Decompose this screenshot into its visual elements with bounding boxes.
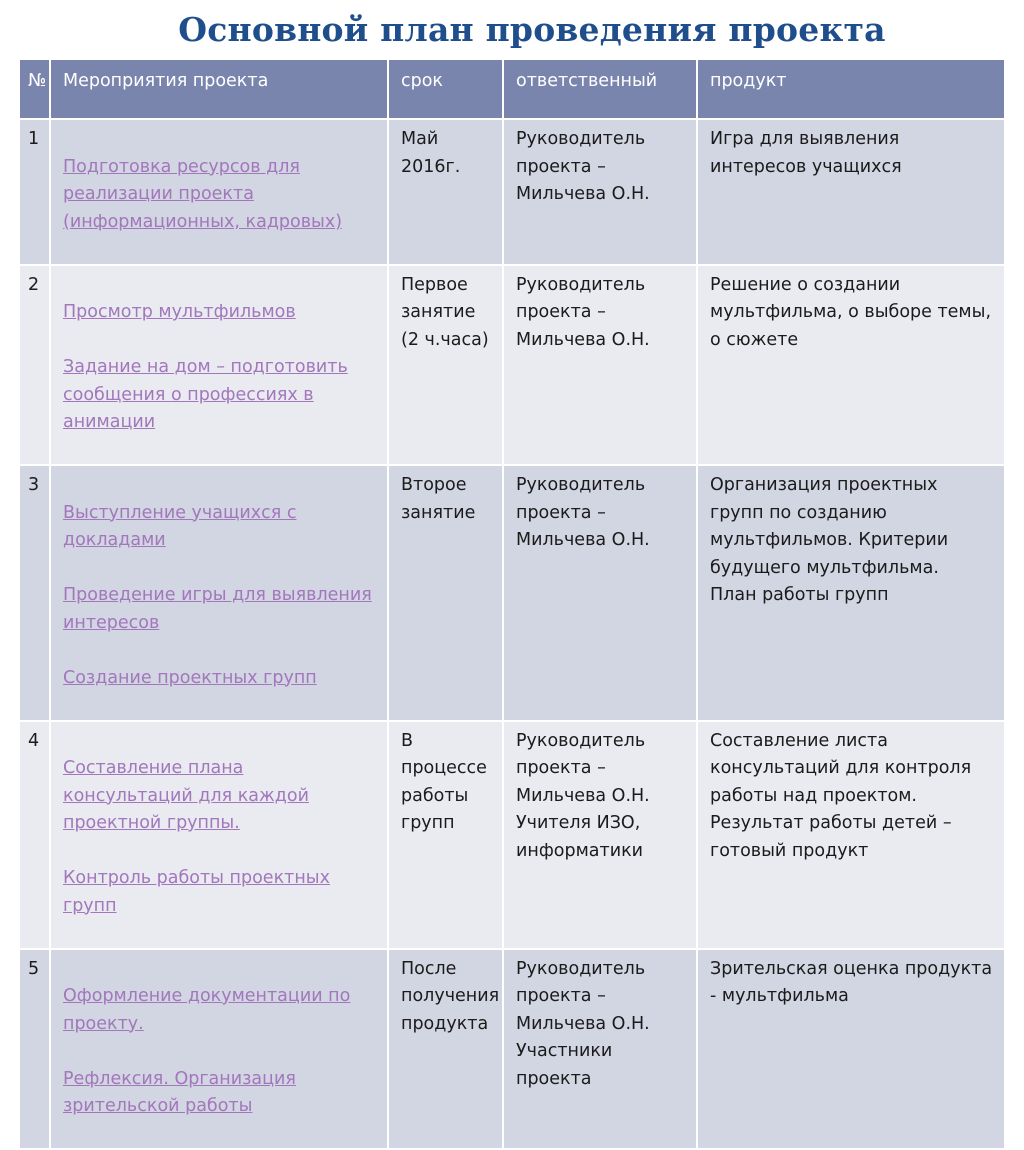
row-responsible: Руководитель проекта – Мильчева О.Н. <box>503 465 697 721</box>
row-product: Составление листа консультаций для контроля работы над проектом. Результат работы детей – готовый продукт <box>697 721 1005 949</box>
row-responsible: Руководитель проекта – Мильчева О.Н. <box>503 119 697 265</box>
header-deadline: срок <box>388 59 503 119</box>
row-num: 3 <box>19 465 50 721</box>
row-deadline: Второе занятие <box>388 465 503 721</box>
row-deadline: В процессе работы групп <box>388 721 503 949</box>
page-title: Основной план проведения проекта <box>178 10 886 49</box>
row-product: Зрительская оценка продукта - мультфильма <box>697 949 1005 1150</box>
row-num: 5 <box>19 949 50 1150</box>
activity-link[interactable]: Просмотр мультфильмов <box>63 302 296 322</box>
header-responsible: ответственный <box>503 59 697 119</box>
row-activities <box>50 465 388 721</box>
table-row <box>19 119 1005 265</box>
row-activities <box>50 119 388 265</box>
header-activities: Мероприятия проекта <box>50 59 388 119</box>
table-header-row <box>19 59 1005 119</box>
row-responsible: Руководитель проекта – Мильчева О.Н. Участники проекта <box>503 949 697 1150</box>
activity-link[interactable]: Рефлексия. Организация зрительской работы <box>63 1068 296 1116</box>
activity-link[interactable]: Подготовка ресурсов для реализации проекта (информационных, кадровых) <box>63 156 343 232</box>
table-row <box>19 265 1005 466</box>
activity-link[interactable]: Выступление учащихся с докладами <box>63 502 297 550</box>
table-row <box>19 949 1005 1150</box>
row-deadline: Первое занятие (2 ч.часа) <box>388 265 503 466</box>
row-activities <box>50 265 388 466</box>
table-row <box>19 465 1005 721</box>
row-responsible: Руководитель проекта – Мильчева О.Н. Учителя ИЗО, информатики <box>503 721 697 949</box>
row-num: 4 <box>19 721 50 949</box>
row-product: Решение о создании мультфильма, о выборе темы, о сюжете <box>697 265 1005 466</box>
activity-link[interactable]: Контроль работы проектных групп <box>63 868 330 916</box>
table-row <box>19 721 1005 949</box>
row-deadline: Май 2016г. <box>388 119 503 265</box>
row-num: 1 <box>19 119 50 265</box>
row-responsible: Руководитель проекта – Мильчева О.Н. <box>503 265 697 466</box>
activity-link[interactable]: Создание проектных групп <box>63 667 317 688</box>
row-product: Организация проектных групп по созданию мультфильмов. Критерии будущего мультфильма. План работы групп <box>697 465 1005 721</box>
activity-link[interactable]: Оформление документации по проекту. <box>63 986 351 1034</box>
header-num: № <box>19 59 50 119</box>
row-product: Игра для выявления интересов учащихся <box>697 119 1005 265</box>
row-activities <box>50 721 388 949</box>
activity-link[interactable]: Проведение игры для выявления интересов <box>63 585 372 633</box>
project-plan-table <box>18 58 1006 1150</box>
row-activities <box>50 949 388 1150</box>
row-deadline: После получения продукта <box>388 949 503 1150</box>
activity-link[interactable]: Задание на дом – подготовить сообщения о профессиях в анимации <box>63 357 348 432</box>
row-num: 2 <box>19 265 50 466</box>
activity-link[interactable]: Составление плана консультаций для каждой проектной группы. <box>63 758 309 833</box>
header-product: продукт <box>697 59 1005 119</box>
